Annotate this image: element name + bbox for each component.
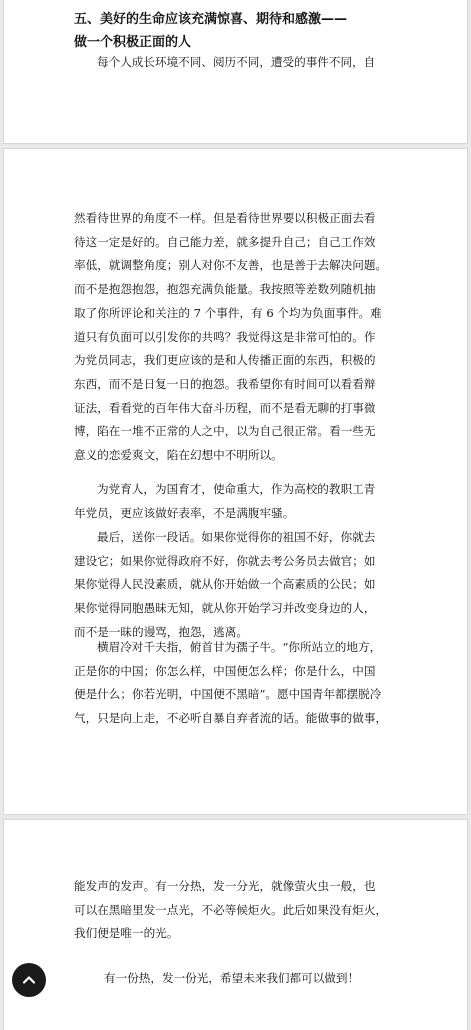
paragraph-6 bbox=[74, 875, 404, 946]
paragraph-line: 气，只是向上走，不必听自暴自弃者流的话。能做事的做事， bbox=[74, 711, 388, 726]
paragraph-line: 待这一定是好的。自己能力差，就多提升自己；自己工作效 bbox=[74, 234, 376, 249]
paragraph-line: 便是什么；你若光明，中国便不黑暗”。愿中国青年都摆脱冷 bbox=[74, 687, 382, 702]
chevron-up-icon bbox=[21, 972, 37, 988]
document-page-3 bbox=[4, 820, 467, 1030]
closing-line: 有一份热，发一份光，希望未来我们都可以做到！ bbox=[104, 971, 360, 985]
paragraph-7 bbox=[104, 967, 434, 991]
heading-line-1: 五、美好的生命应该充满惊喜、期待和感激—— bbox=[74, 12, 348, 27]
section-heading bbox=[74, 8, 424, 54]
paragraph-line: 为党员同志，我们更应该的是和人传播正面的东西，积极的 bbox=[74, 353, 376, 368]
paragraph-line: 然看待世界的角度不一样。但是看待世界要以积极正面去看 bbox=[74, 211, 376, 225]
paragraph-5 bbox=[74, 636, 404, 731]
paragraph-line: 能发声的发声。有一分热，发一分光，就像萤火虫一般，也 bbox=[74, 879, 376, 893]
paragraph-line: 而不是一昧的谩骂，抱怨，逃离。 bbox=[74, 624, 248, 639]
paragraph-2 bbox=[74, 207, 404, 468]
paragraph-line: 建设它；如果你觉得政府不好，你就去考公务员去做官；如 bbox=[74, 553, 376, 568]
paragraph-line: 取了你所评论和关注的 7 个事件，有 6 个均为负面事件。难 bbox=[74, 305, 382, 320]
paragraph-line: 年党员，更应该做好表率，不是满腹牢骚。 bbox=[74, 505, 295, 520]
paragraph-line: 我们便是唯一的光。 bbox=[74, 926, 179, 941]
document-page-2 bbox=[4, 149, 467, 814]
paragraph-line: 东西，而不是日复一日的抱怨。我希望你有时间可以看看辩 bbox=[74, 376, 376, 391]
paragraph-line: 率低，就调整角度；别人对你不友善，也是善于去解决问题。 bbox=[74, 258, 388, 273]
paragraph-3 bbox=[74, 478, 404, 525]
paragraph-line: 果你觉得同胞愚昧无知，就从你开始学习并改变身边的人， bbox=[74, 601, 376, 616]
paragraph-line: 正是你的中国；你怎么样，中国便怎么样；你是什么，中国 bbox=[74, 663, 376, 678]
paragraph-line: 而不是抱怨抱怨，抱怨充满负能量。我按照等差数列随机抽 bbox=[74, 282, 376, 297]
heading-line-2: 做一个积极正面的人 bbox=[74, 35, 192, 50]
document-page-1 bbox=[4, 0, 467, 143]
paragraph-line: 博，陷在一堆不正常的人之中，以为自己很正常。看一些无 bbox=[74, 424, 376, 439]
paragraph-line: 可以在黑暗里发一点光，不必等候炬火。此后如果没有炬火， bbox=[74, 902, 388, 917]
paragraph-1 bbox=[74, 51, 404, 75]
paragraph-line: 最后，送你一段话。如果你觉得你的祖国不好，你就去 bbox=[97, 530, 376, 544]
paragraph-line: 证法，看看党的百年伟大奋斗历程，而不是看无聊的打事微 bbox=[74, 400, 376, 415]
paragraph-line: 果你觉得人民没素质，就从你开始做一个高素质的公民；如 bbox=[74, 577, 376, 592]
paragraph-4 bbox=[74, 526, 404, 645]
scroll-to-top-button[interactable] bbox=[12, 963, 46, 997]
paragraph-line: 意义的恋爱爽文，陷在幻想中不明所以。 bbox=[74, 448, 283, 463]
paragraph-line: 为党育人，为国育才，使命重大，作为高校的教职工青 bbox=[97, 482, 376, 496]
paragraph-line: 每个人成长环境不同、阅历不同，遭受的事件不同，自 bbox=[97, 55, 376, 69]
paragraph-line: 道只有负面可以引发你的共鸣？我觉得这是非常可怕的。作 bbox=[74, 329, 376, 344]
paragraph-line: 横眉冷对千夫指，俯首甘为孺子牛。“你所站立的地方， bbox=[97, 640, 382, 654]
